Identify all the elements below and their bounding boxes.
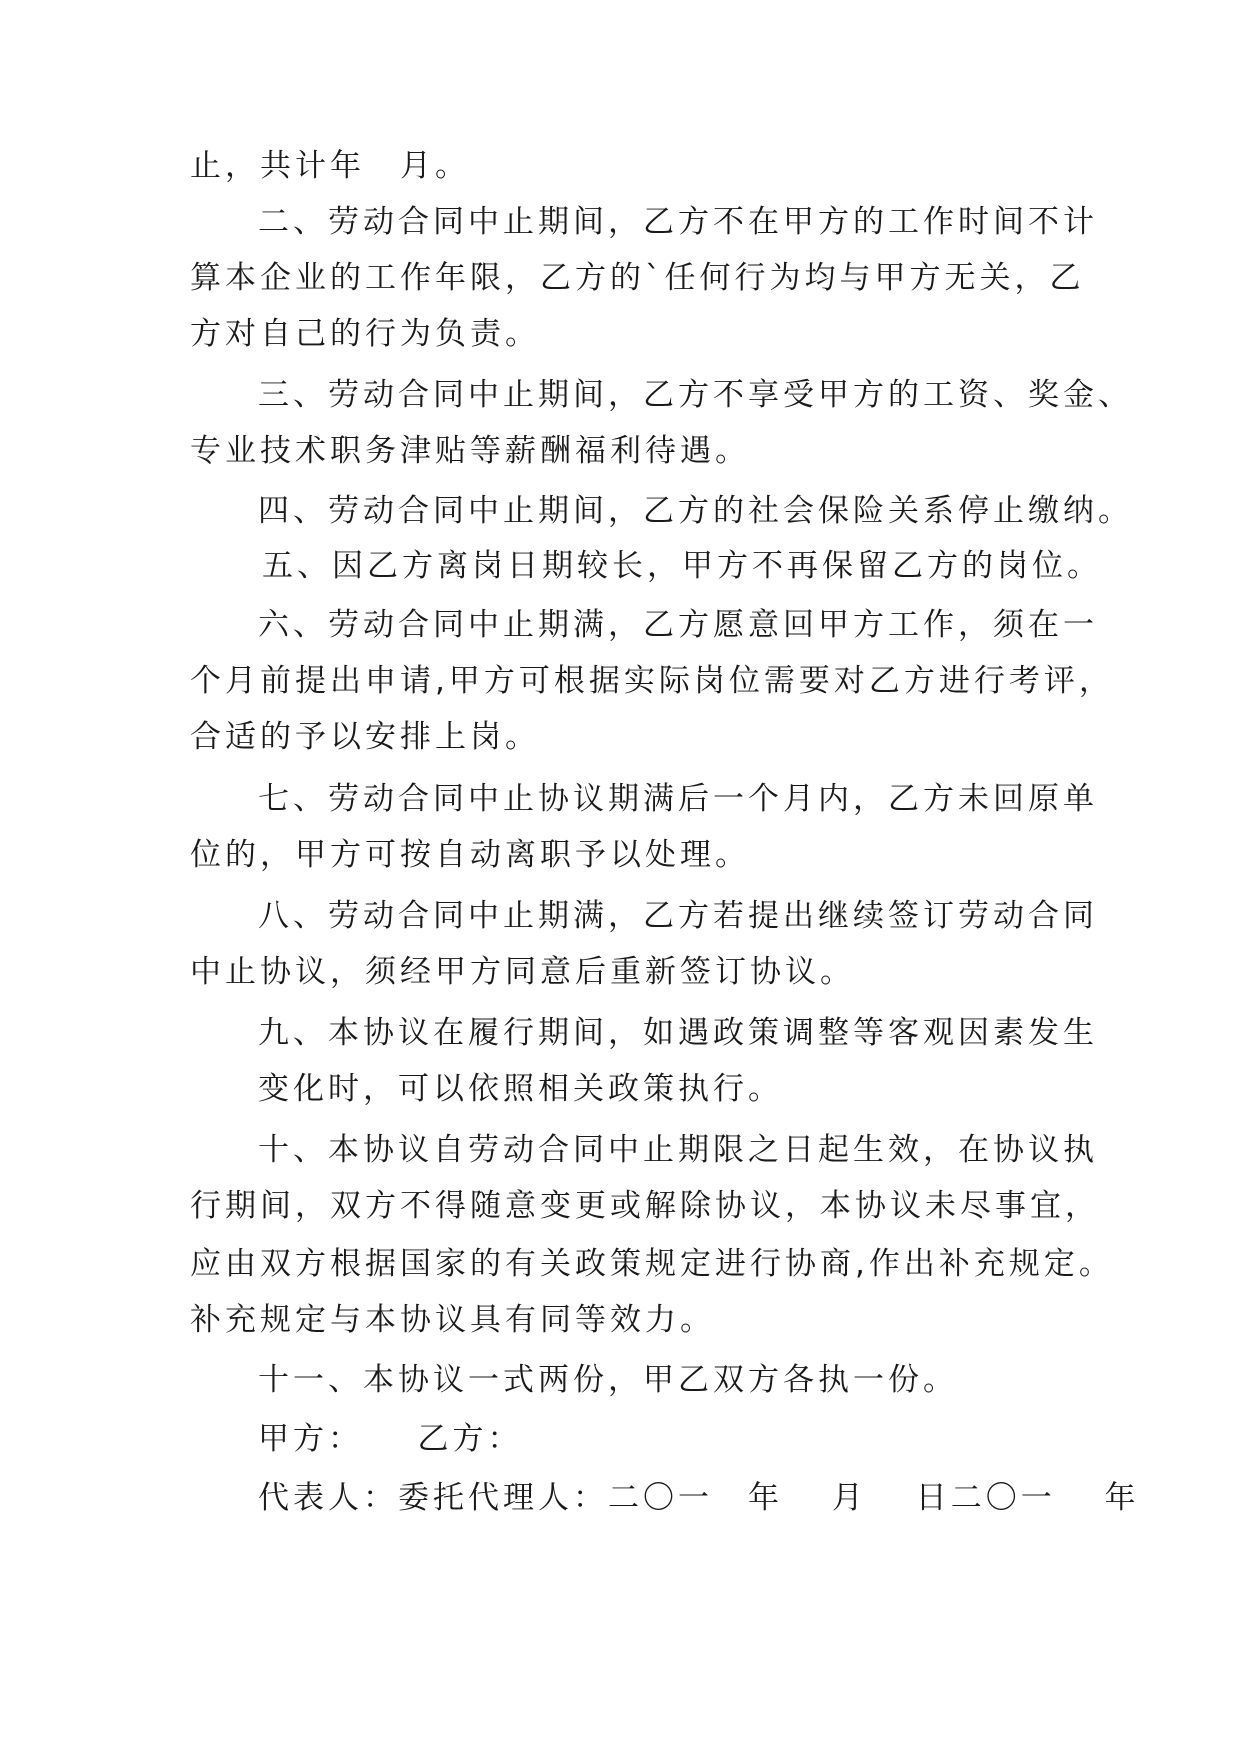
text-line: 止，共计年 月。 [190,148,470,184]
clause-2-line-2: 算本企业的工作年限，乙方的`任何行为均与甲方无关，乙 [190,260,1085,296]
clause-3-line-1: 三、劳动合同中止期间，乙方不享受甲方的工资、奖金、 [258,377,1133,413]
clause-2-line-3: 方对自己的行为负责。 [190,316,540,352]
clause-7-line-2: 位的，甲方可按自动离职予以处理。 [190,837,750,873]
clause-10-line-1: 十、本协议自劳动合同中止期限之日起生效，在协议执 [258,1132,1098,1168]
clause-3-line-2: 专业技术职务津贴等薪酬福利待遇。 [190,433,750,469]
clause-6-line-2: 个月前提出申请,甲方可根据实际岗位需要对乙方进行考评， [190,663,1114,699]
clause-8-line-2: 中止协议，须经甲方同意后重新签订协议。 [190,954,855,990]
clause-6-line-1: 六、劳动合同中止期满，乙方愿意回甲方工作，须在一 [258,607,1098,643]
signature-representative-date: 代表人：委托代理人：二〇一 年 月 日二〇一 年 [258,1480,1140,1516]
clause-10-line-2: 行期间，双方不得随意变更或解除协议，本协议未尽事宜， [190,1188,1100,1224]
clause-9-line-1: 九、本协议在履行期间，如遇政策调整等客观因素发生 [258,1015,1098,1051]
signature-parties: 甲方： 乙方： [258,1421,523,1457]
clause-10-line-4: 补充规定与本协议具有同等效力。 [190,1302,715,1338]
clause-5-line-1: 五、因乙方离岗日期较长，甲方不再保留乙方的岗位。 [262,548,1102,584]
clause-9-line-2: 变化时，可以依照相关政策执行。 [258,1071,783,1107]
clause-6-line-3: 合适的予以安排上岗。 [190,719,540,755]
clause-11-line-1: 十一、本协议一式两份，甲乙双方各执一份。 [258,1362,958,1398]
clause-10-line-3: 应由双方根据国家的有关政策规定进行协商,作出补充规定。 [190,1246,1114,1282]
clause-8-line-1: 八、劳动合同中止期满，乙方若提出继续签订劳动合同 [258,898,1098,934]
clause-4-line-1: 四、劳动合同中止期间，乙方的社会保险关系停止缴纳。 [258,493,1133,529]
clause-2-line-1: 二、劳动合同中止期间，乙方不在甲方的工作时间不计 [258,204,1098,240]
clause-7-line-1: 七、劳动合同中止协议期满后一个月内，乙方未回原单 [258,781,1098,817]
